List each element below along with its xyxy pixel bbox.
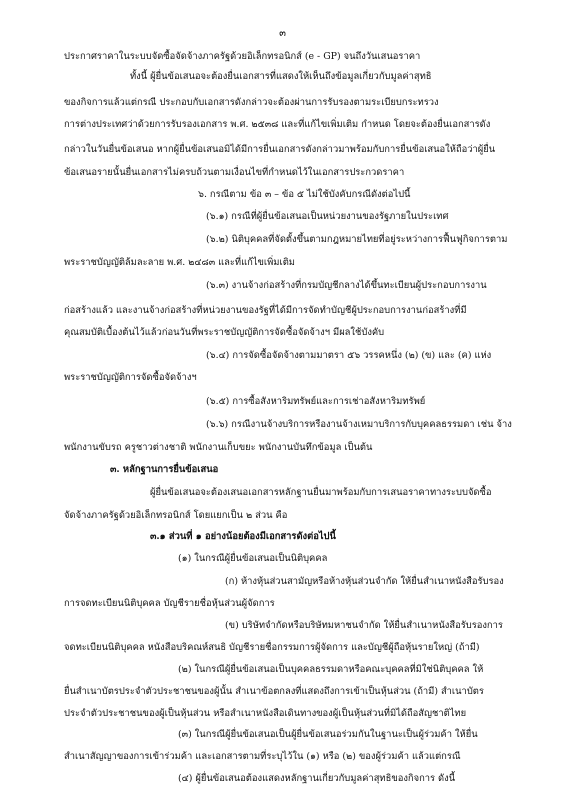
text-line: (๖.๒) นิติบุคคลที่จัดตั้งขึ้นตามกฎหมายไทยที่อยู่ระหว่างการฟื้นฟูกิจการตาม <box>206 233 508 245</box>
text-line: (๖.๓) งานจ้างก่อสร้างที่กรมบัญชีกลางได้ขึ้นทะเบียนผู้ประกอบการงาน <box>206 280 487 292</box>
text-line: ข้อเสนอรายนั้นยื่นเอกสารไม่ครบถ้วนตามเงื่อนไขที่กำหนดไว้ในเอกสารประกวดราคา <box>64 166 405 178</box>
page-number: ๓ <box>279 28 286 39</box>
text-line: จดทะเบียนนิติบุคคล หนังสือบริคณห์สนธิ บัญชีรายชื่อกรรมการผู้จัดการ และบัญชีผู้ถือหุ้นรายใหญ่ (ถ้ามี) <box>64 642 480 654</box>
text-line: การต่างประเทศว่าด้วยการรับรองเอกสาร พ.ศ. ๒๕๓๘ และที่แก้ไขเพิ่มเติม กำหนด โดยจะต้องยื่นเอกสารดัง <box>64 119 491 131</box>
text-line: สำเนาสัญญาของการเข้าร่วมค้า และเอกสารตามที่ระบุไว้ใน (๑) หรือ (๒) ของผู้ร่วมค้า แล้วแต่กรณี <box>64 751 461 763</box>
text-line: (๒) ในกรณีผู้ยื่นข้อเสนอเป็นบุคคลธรรมดาหรือคณะบุคคลที่มิใช่นิติบุคคล ให้ <box>178 664 484 675</box>
subsection-heading: ๓.๑ ส่วนที่ ๑ อย่างน้อยต้องมีเอกสารดังต่อไปนี้ <box>150 531 336 543</box>
text-line: (๖.๔) การจัดซื้อจัดจ้างตามมาตรา ๕๖ วรรคหนึ่ง (๒) (ข) และ (ค) แห่ง <box>206 349 492 361</box>
text-line: (ข) บริษัทจำกัดหรือบริษัทมหาชนจำกัด ให้ยื่นสำเนาหนังสือรับรองการ <box>225 619 503 631</box>
text-line: คุณสมบัติเบื้องต้นไว้แล้วก่อนวันที่พระราชบัญญัติการจัดซื้อจัดจ้างฯ มีผลใช้บังคับ <box>64 326 385 338</box>
text-line: (๓) ในกรณีผู้ยื่นข้อเสนอเป็นผู้ยื่นข้อเสนอร่วมกันในฐานะเป็นผู้ร่วมค้า ให้ยื่น <box>178 729 478 741</box>
text-line: (ก) ห้างหุ้นส่วนสามัญหรือห้างหุ้นส่วนจำกัด ให้ยื่นสำเนาหนังสือรับรอง <box>225 575 504 587</box>
section-heading: ๓. หลักฐานการยื่นข้อเสนอ <box>110 464 219 476</box>
text-line: ประกาศราคาในระบบจัดซื้อจัดจ้างภาครัฐด้วยอิเล็กทรอนิกส์ (e - GP) จนถึงวันเสนอราคา <box>64 51 421 62</box>
text-line: ของกิจการแล้วแต่กรณี ประกอบกับเอกสารดังกล่าวจะต้องผ่านการรับรองตามระเบียบกระทรวง <box>64 96 439 108</box>
text-line: (๑) ในกรณีผู้ยื่นข้อเสนอเป็นนิติบุคคล <box>178 553 328 565</box>
text-line: จัดจ้างภาครัฐด้วยอิเล็กทรอนิกส์ โดยแยกเป็น ๒ ส่วน คือ <box>64 509 288 521</box>
text-line: (๖.๖) กรณีงานจ้างบริการหรืองานจ้างเหมาบริการกับบุคคลธรรมดา เช่น จ้าง <box>206 418 512 430</box>
text-line: พระราชบัญญัติการจัดซื้อจัดจ้างฯ <box>64 372 197 384</box>
text-line: การจดทะเบียนนิติบุคคล บัญชีรายชื่อหุ้นส่วนผู้จัดการ <box>64 597 275 609</box>
text-line: ยื่นสำเนาบัตรประจำตัวประชาชนของผู้นั้น สำเนาข้อตกลงที่แสดงถึงการเข้าเป็นหุ้นส่วน (ถ้ามี) สำเนาบัตร <box>64 685 484 697</box>
text-line: ก่อสร้างแล้ว และงานจ้างก่อสร้างที่หน่วยงานของรัฐที่ได้มีการจัดทำบัญชีผู้ประกอบการงานก่อสร้างที่มี <box>64 304 467 316</box>
text-line: พนักงานขับรถ ครูชาวต่างชาติ พนักงานเก็บขยะ พนักงานบันทึกข้อมูล เป็นต้น <box>64 442 373 454</box>
text-line: พระราชบัญญัติล้มละลาย พ.ศ. ๒๔๘๓ และที่แก้ไขเพิ่มเติม <box>64 256 295 268</box>
text-line: กล่าวในวันยื่นข้อเสนอ หากผู้ยื่นข้อเสนอมิได้มีการยื่นเอกสารดังกล่าวมาพร้อมกับการยื่นข้อเสนอให้ถือว่าผู้ยื่น <box>64 143 496 155</box>
text-line: (๔) ผู้ยื่นข้อเสนอต้องแสดงหลักฐานเกี่ยวกับมูลค่าสุทธิของกิจการ ดังนี้ <box>178 773 456 784</box>
text-line: ทั้งนี้ ผู้ยื่นข้อเสนอจะต้องยื่นเอกสารที่แสดงให้เห็นถึงข้อมูลเกี่ยวกับมูลค่าสุทธิ <box>130 70 432 82</box>
text-line: ผู้ยื่นข้อเสนอจะต้องเสนอเอกสารหลักฐานยื่นมาพร้อมกับการเสนอราคาทางระบบจัดซื้อ <box>150 486 492 498</box>
text-line: (๖.๕) การซื้อสังหาริมทรัพย์และการเช่าอสังหาริมทรัพย์ <box>206 395 426 407</box>
text-line: ประจำตัวประชาชนของผู้เป็นหุ้นส่วน หรือสำเนาหนังสือเดินทางของผู้เป็นหุ้นส่วนที่มิได้ถือสัญชาติไทย <box>64 707 467 719</box>
text-line: ๖. กรณีตาม ข้อ ๓ – ข้อ ๕ ไม่ใช้บังคับกรณีดังต่อไปนี้ <box>198 189 411 201</box>
text-line: (๖.๑) กรณีที่ผู้ยื่นข้อเสนอเป็นหน่วยงานของรัฐภายในประเทศ <box>206 211 449 223</box>
